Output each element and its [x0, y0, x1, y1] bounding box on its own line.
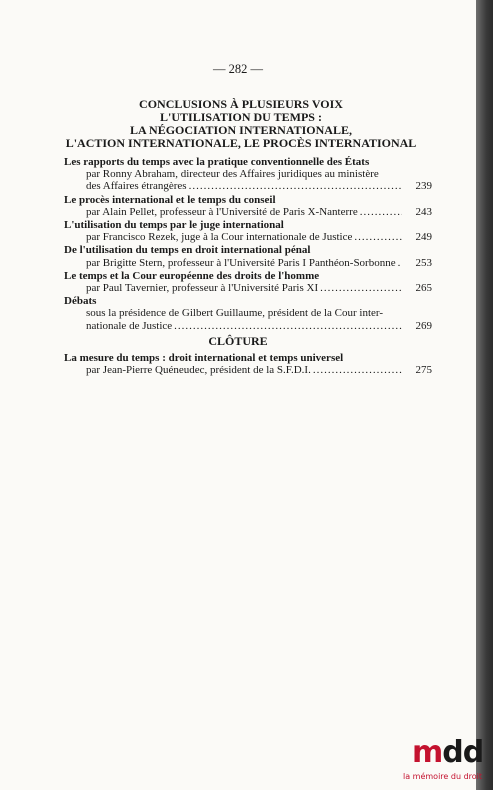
toc-entry-line	[64, 256, 432, 269]
table-of-contents	[64, 156, 432, 333]
toc-entry-title: Le procès international et le temps du conseil	[64, 193, 276, 206]
toc-entry-title: La mesure du temps : droit international et temps universel	[64, 352, 344, 364]
toc-entry-text: par Alain Pellet, professeur à l'Université de Paris X-Nanterre	[86, 205, 358, 218]
closing-section-title: CLÔTURE	[208, 334, 268, 348]
toc-entry	[64, 156, 432, 193]
toc-entry-text: par Jean-Pierre Quéneudec, président de la S.F.D.I.	[86, 364, 311, 377]
logo-tagline: la mémoire du droit	[403, 772, 483, 781]
toc-entry-text: des Affaires étrangères	[86, 180, 187, 193]
toc-page-number: 239	[415, 180, 432, 193]
toc-entry	[64, 244, 432, 269]
dot-leader	[360, 206, 402, 218]
toc-page-number: 265	[415, 282, 432, 295]
toc-entry-title: De l'utilisation du temps en droit international pénal	[64, 244, 311, 257]
toc-entry-title: Débats	[64, 295, 97, 308]
heading-line: LA NÉGOCIATION INTERNATIONALE,	[130, 123, 352, 137]
toc-page-number: 253	[415, 256, 432, 269]
toc-entry	[64, 269, 432, 295]
toc-entry-line	[64, 364, 432, 377]
heading-line: CONCLUSIONS À PLUSIEURS VOIX	[139, 97, 343, 111]
dot-leader	[354, 231, 402, 243]
toc-page-number: 275	[415, 364, 432, 377]
dot-leader	[398, 257, 402, 269]
toc-entry-line	[64, 307, 404, 319]
toc-entry-text: par Paul Tavernier, professeur à l'Université Paris XI	[86, 282, 319, 295]
toc-entry-line	[64, 168, 404, 180]
page-edge-shadow	[476, 0, 493, 790]
logo-mark: mdd	[412, 735, 484, 770]
toc-page-number: 243	[415, 205, 432, 218]
dot-leader	[189, 180, 402, 192]
part-heading	[60, 98, 422, 150]
toc-page-number: 269	[415, 319, 432, 332]
toc-entry-text: sous la présidence de Gilbert Guillaume, président de la Cour inter-	[86, 307, 383, 320]
heading-line: L'ACTION INTERNATIONALE, LE PROCÈS INTERNATIONAL	[65, 136, 417, 150]
dot-leader	[313, 364, 402, 376]
toc-entry-line	[64, 180, 432, 193]
toc-page-number: 249	[415, 231, 432, 244]
toc-entry-line	[64, 282, 432, 295]
toc-entry-line	[64, 319, 432, 332]
mdd-logo	[400, 735, 492, 790]
toc-entry	[64, 352, 432, 377]
dot-leader	[320, 282, 402, 294]
closing-contents	[64, 352, 432, 377]
toc-entry	[64, 295, 432, 332]
heading-line: L'UTILISATION DU TEMPS :	[160, 110, 322, 124]
toc-entry-text: par Brigitte Stern, professeur à l'Université Paris I Panthéon-Sorbonne	[86, 256, 396, 269]
toc-entry-text: par Ronny Abraham, directeur des Affaires juridiques au ministère	[86, 168, 379, 181]
toc-entry	[64, 219, 432, 244]
toc-entry-title: L'utilisation du temps par le juge international	[64, 219, 284, 232]
toc-entry-text: par Francisco Rezek, juge à la Cour internationale de Justice	[86, 231, 353, 244]
toc-entry-text: nationale de Justice	[86, 319, 173, 332]
toc-entry-title: Le temps et la Cour européenne des droits de l'homme	[64, 269, 320, 282]
toc-entry-line	[64, 205, 432, 218]
toc-entry	[64, 193, 432, 218]
toc-entry-title: Les rapports du temps avec la pratique conventionnelle des États	[64, 156, 370, 168]
toc-entry-line	[64, 231, 432, 244]
dot-leader	[174, 320, 402, 332]
page-number: — 282 —	[213, 62, 263, 76]
